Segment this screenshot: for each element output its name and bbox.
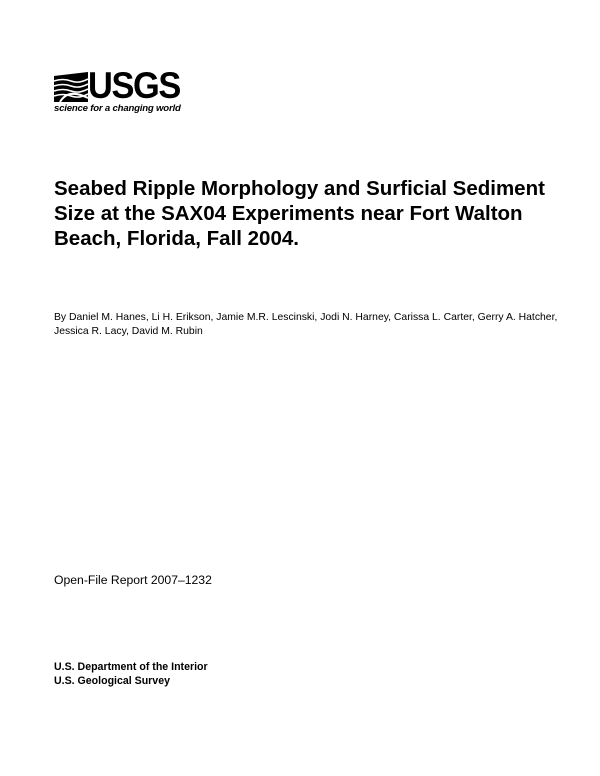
- usgs-wordmark: USGS: [88, 65, 180, 106]
- usgs-logo: [54, 65, 194, 120]
- report-number: Open-File Report 2007–1232: [54, 573, 212, 587]
- usgs-tagline: science for a changing world: [54, 103, 181, 114]
- department-name: U.S. Department of the Interior: [54, 661, 208, 673]
- author-list: By Daniel M. Hanes, Li H. Erikson, Jamie M.R. Lescinski, Jodi N. Harney, Carissa L. Carter, Gerry A. Hatcher, Jessica R. Lacy, David M. Rubin: [54, 312, 558, 337]
- agency-block: [54, 660, 208, 688]
- agency-name: U.S. Geological Survey: [54, 675, 170, 687]
- usgs-wave-icon: [54, 72, 88, 102]
- report-title: Seabed Ripple Morphology and Surficial Sediment Size at the SAX04 Experiments near Fort Walton Beach, Florida, Fall 2004.: [54, 177, 545, 250]
